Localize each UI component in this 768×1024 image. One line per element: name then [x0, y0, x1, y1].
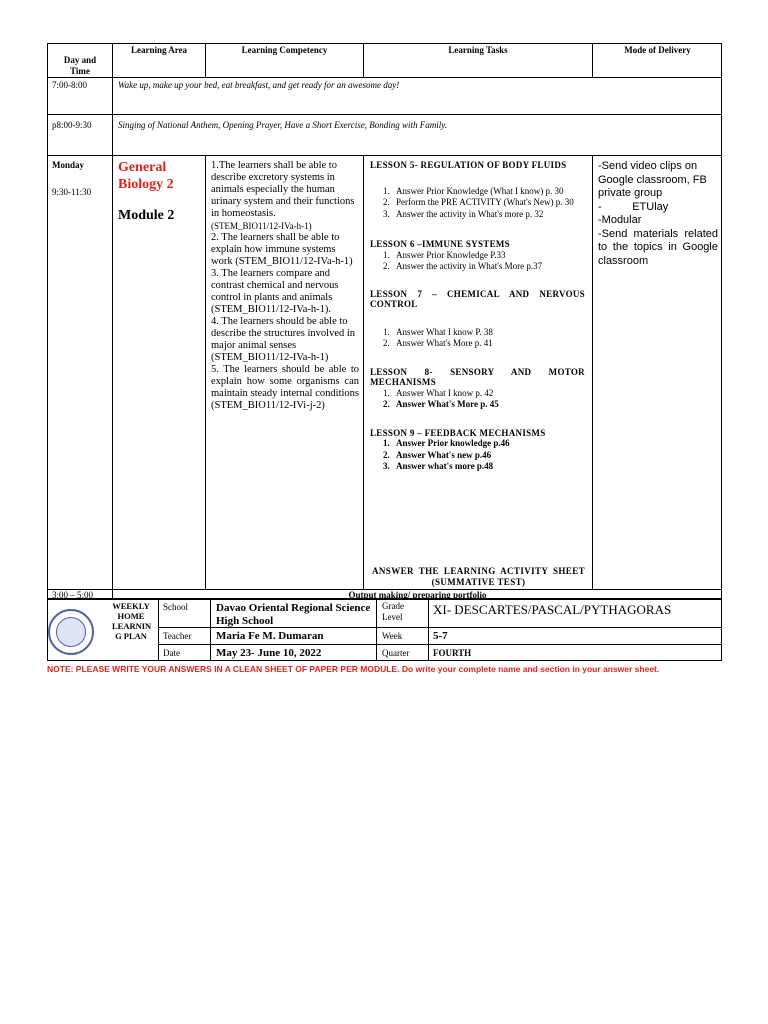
activity-text: Output making/ preparing portfolio	[348, 590, 487, 600]
school-label: School	[163, 602, 189, 612]
task-item: 3. Answer what's more p.48	[392, 461, 585, 473]
teacher-value: Maria Fe M. Dumaran	[216, 630, 324, 642]
col-divider	[158, 599, 159, 661]
delivery-item: -Send video clips on Google classroom, FB private group	[598, 160, 707, 199]
competency-item: 4. The learners should be able to describe the structures involved in major animal senses (STEM_BIO11/12-IVa-h-1)	[211, 316, 356, 363]
competency-item: 3. The learners compare and contrast chemical and nervous control in plants and animals (STEM_BIO11/12-IVa-h-1).	[211, 268, 339, 315]
col-divider	[428, 599, 429, 661]
task-item: 1. Answer What I know p. 42	[392, 388, 585, 400]
quarter-value: FOURTH	[433, 648, 472, 658]
delivery-item: - ETUlay	[598, 200, 669, 213]
time-slot: p8:00-9:30	[52, 120, 92, 130]
col-divider	[376, 599, 377, 661]
lesson-title: LESSON 6 –IMMUNE SYSTEMS	[370, 239, 510, 249]
header-learning-tasks: Learning Tasks	[448, 45, 508, 55]
week-value: 5-7	[433, 630, 448, 642]
summative-test: ANSWER THE LEARNING ACTIVITY SHEET (SUMMATIVE TEST)	[372, 566, 585, 587]
col-divider	[592, 155, 593, 589]
answer-note: NOTE: PLEASE WRITE YOUR ANSWERS IN A CLEAN SHEET OF PAPER PER MODULE. Do write your complete name and section in your answer sheet.	[47, 664, 660, 674]
time-slot: 9:30-11:30	[52, 187, 92, 197]
date-value: May 23- June 10, 2022	[216, 647, 322, 659]
competency-item: 1.The learners shall be able to describe excretory systems in animals especially the human urinary system and their functions in homeostasis.	[211, 160, 355, 219]
delivery-item: -Send materials related to the topics in Google classroom	[598, 227, 718, 267]
lesson-title: LESSON 7 – CHEMICAL AND NERVOUS CONTROL	[370, 288, 585, 309]
competency-item: 5. The learners should be able to explain how some organisms can maintain steady internal conditions (STEM_BIO11/12-IVi-j-2)	[211, 364, 359, 411]
day-label: Monday	[52, 160, 85, 170]
lesson-title: LESSON 9 – FEEDBACK MECHANISMS	[370, 427, 546, 438]
task-list	[370, 438, 585, 473]
row-divider	[158, 644, 722, 645]
task-item: 1. Answer Prior Knowledge (What I know) p. 30	[392, 186, 585, 198]
grade-label: Grade Level	[382, 601, 404, 622]
task-item: 3. Answer the activity in What's more p. 32	[392, 209, 585, 221]
delivery-item: -Modular	[598, 214, 642, 226]
row-divider	[47, 114, 722, 115]
row-divider	[47, 77, 722, 78]
task-item: 2. Perform the PRE ACTIVITY (What's New) p. 30	[392, 197, 585, 209]
header-learning-competency: Learning Competency	[241, 45, 328, 55]
week-label: Week	[382, 631, 403, 641]
task-list	[370, 250, 585, 273]
activity-text: Wake up, make up your bed, eat breakfast, and get ready for an awesome day!	[118, 80, 400, 90]
time-slot: 7:00-8:00	[52, 80, 87, 90]
lesson-title: LESSON 8- SENSORY AND MOTOR MECHANISMS	[370, 366, 585, 387]
activity-text: Singing of National Anthem, Opening Prayer, Have a Short Exercise, Bonding with Family.	[118, 120, 447, 130]
task-item: 1. Answer Prior Knowledge P.33	[392, 250, 585, 262]
task-item: 1. Answer What I know P. 38	[392, 327, 585, 339]
grade-value: XI- DESCARTES/PASCAL/PYTHAGORAS	[433, 602, 672, 617]
col-divider	[205, 155, 206, 589]
module-label: Module 2	[118, 208, 175, 223]
competency-item: 2. The learners shall be able to explain how immune systems work (STEM_BIO11/12-IVa-h-1)	[211, 232, 353, 267]
header-mode-of-delivery: Mode of Delivery	[624, 45, 691, 55]
col-divider	[363, 155, 364, 589]
school-value: Davao Oriental Regional Science High School	[216, 602, 371, 627]
col-divider	[210, 599, 211, 661]
lesson-title: LESSON 5- REGULATION OF BODY FLUIDS	[370, 160, 567, 170]
deped-seal-icon	[48, 609, 94, 655]
delivery-list	[598, 160, 718, 268]
task-item: 2. Answer What's new p.46	[392, 450, 585, 462]
date-label: Date	[163, 648, 180, 658]
task-item: 2. Answer the activity in What's More p.37	[392, 261, 585, 273]
teacher-label: Teacher	[163, 631, 192, 641]
task-item: 2. Answer What's More p. 45	[392, 399, 585, 411]
plan-title: WEEKLY HOME LEARNIN G PLAN	[112, 601, 152, 641]
task-list	[370, 327, 585, 350]
time-slot: 3:00 – 5:00	[52, 590, 94, 600]
learning-tasks	[370, 160, 585, 473]
row-divider	[47, 155, 722, 156]
competency-code: (STEM_BIO11/12-IVa-h-1)	[211, 221, 312, 231]
header-learning-area: Learning Area	[130, 45, 188, 55]
task-item: 1. Answer Prior knowledge p.46	[392, 438, 585, 450]
header-day-time: Day and Time	[63, 55, 97, 76]
task-list	[370, 388, 585, 411]
quarter-label: Quarter	[382, 648, 410, 658]
col-divider	[112, 43, 113, 599]
competency-list	[211, 160, 359, 412]
subject-title: General Biology 2	[118, 160, 174, 192]
task-item: 2. Answer What's More p. 41	[392, 338, 585, 350]
task-list	[370, 186, 585, 221]
